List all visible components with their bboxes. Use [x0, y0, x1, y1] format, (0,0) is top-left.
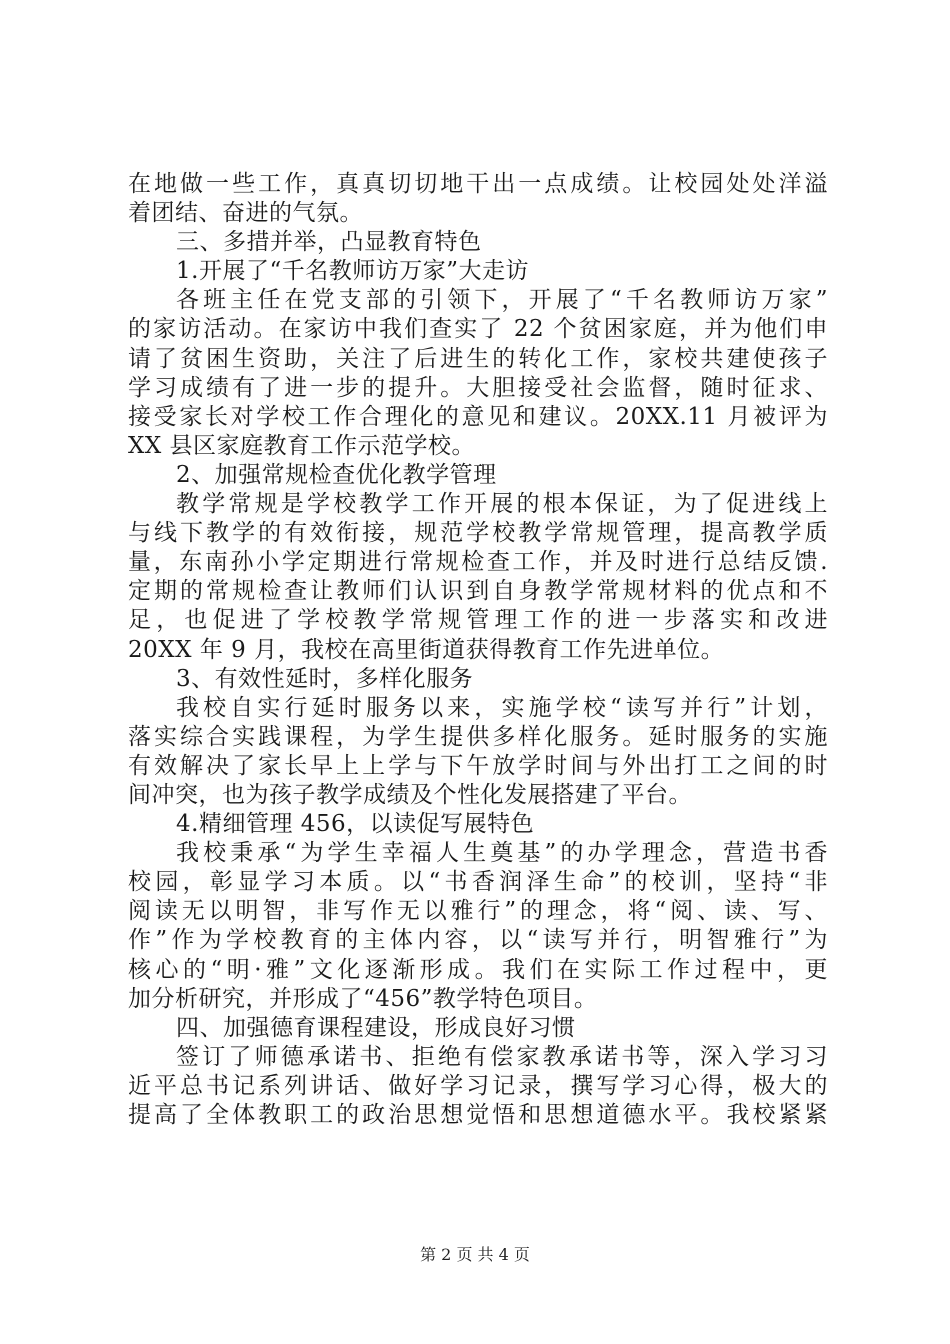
document-body	[128, 170, 828, 1130]
text-line: 核心的“明·雅”文化逐渐形成。我们在实际工作过程中，更	[128, 956, 828, 983]
text-line: 教学常规是学校教学工作开展的根本保证，为了促进线上	[176, 491, 828, 518]
text-line: 量，东南孙小学定期进行常规检查工作，并及时进行总结反馈.	[128, 549, 828, 576]
text-line: 足，也促进了学校教学常规管理工作的进一步落实和改进	[128, 607, 828, 634]
section-heading: 四、加强德育课程建设，形成良好习惯	[176, 1014, 576, 1041]
subsection-heading: 3、有效性延时，多样化服务	[176, 665, 474, 692]
text-line: 提高了全体教职工的政治思想觉悟和思想道德水平。我校紧紧	[128, 1102, 828, 1128]
text-line: 学习成绩有了进一步的提升。大胆接受社会监督，随时征求、	[128, 374, 828, 401]
subsection-heading: 4.精细管理 456，以读促写展特色	[176, 811, 535, 838]
text-line: 的家访活动。在家访中我们查实了 22 个贫困家庭，并为他们申	[128, 316, 828, 343]
text-line: 请了贫困生资助，关注了后进生的转化工作，家校共建使孩子	[128, 345, 828, 372]
subsection-heading: 2、加强常规检查优化教学管理	[176, 461, 497, 488]
text-line: 有效解决了家长早上上学与下午放学时间与外出打工之间的时	[128, 752, 828, 779]
text-line: 各班主任在党支部的引领下，开展了“千名教师访万家”	[176, 287, 828, 314]
text-line: 与线下教学的有效衔接，规范学校教学常规管理，提高教学质	[128, 520, 828, 547]
text-line: 接受家长对学校工作合理化的意见和建议。20XX.11 月被评为	[128, 403, 828, 430]
text-line: 作”作为学校教育的主体内容，以“读写并行，明智雅行”为	[128, 927, 828, 954]
text-line: 校园，彰显学习本质。以“书香润泽生命”的校训，坚持“非	[128, 869, 828, 896]
text-line: 着团结、奋进的气氛。	[128, 200, 363, 227]
text-line: 20XX 年 9 月，我校在高里街道获得教育工作先进单位。	[128, 636, 725, 663]
text-line: 签订了师德承诺书、拒绝有偿家教承诺书等，深入学习习	[176, 1043, 828, 1070]
text-line: 近平总书记系列讲话、做好学习记录，撰写学习心得，极大的	[128, 1072, 828, 1099]
text-line: 加分析研究，并形成了“456”教学特色项目。	[128, 985, 598, 1012]
text-line: 我校秉承“为学生幸福人生奠基”的办学理念，营造书香	[176, 840, 828, 867]
subsection-heading: 1.开展了“千名教师访万家”大走访	[176, 258, 529, 285]
text-line: 我校自实行延时服务以来，实施学校“读写并行”计划，	[176, 694, 828, 721]
text-line: 落实综合实践课程，为学生提供多样化服务。延时服务的实施	[128, 723, 828, 750]
text-line: 阅读无以明智，非写作无以雅行”的理念，将“阅、读、写、	[128, 898, 828, 925]
text-line: 在地做一些工作，真真切切地干出一点成绩。让校园处处洋溢	[128, 171, 828, 197]
text-line: 间冲突，也为孩子教学成绩及个性化发展搭建了平台。	[128, 781, 692, 808]
text-line: 定期的常规检查让教师们认识到自身教学常规材料的优点和不	[128, 578, 828, 605]
text-line: XX 县区家庭教育工作示范学校。	[128, 432, 476, 459]
section-heading: 三、多措并举，凸显教育特色	[176, 229, 482, 256]
page-number-footer: 第 2 页 共 4 页	[420, 1245, 530, 1264]
